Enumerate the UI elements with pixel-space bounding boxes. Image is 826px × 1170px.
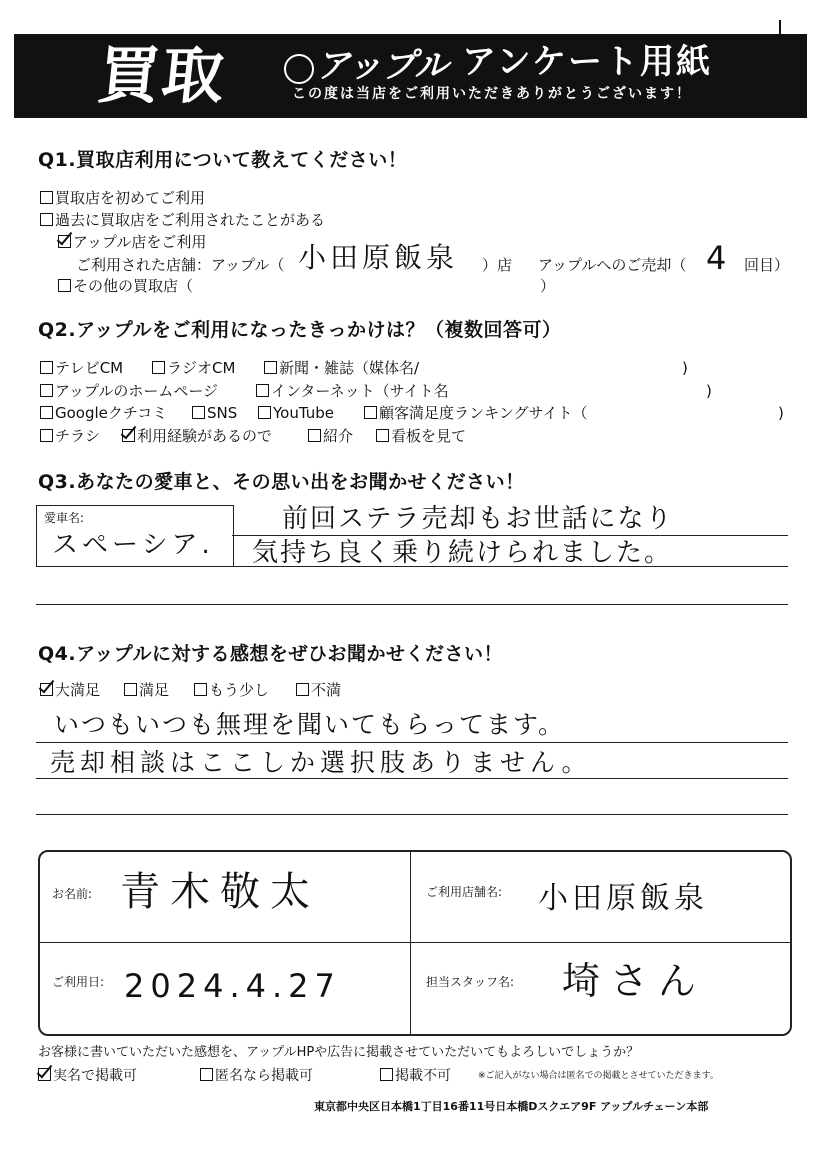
- checkbox-icon[interactable]: [40, 191, 53, 204]
- checkbox-icon[interactable]: [264, 361, 277, 374]
- q2-row1-close: ): [682, 359, 688, 377]
- q1-count-suffix: 回目）: [744, 256, 790, 274]
- checkbox-icon[interactable]: [192, 406, 205, 419]
- q3-memory-line2[interactable]: 気持ち良く乗り続けられました。: [252, 538, 673, 568]
- q1-store-handwritten[interactable]: 小田原飯泉: [298, 241, 459, 274]
- corner-tick: [779, 20, 781, 34]
- q4-line-2: [36, 778, 788, 779]
- q2-option-radio[interactable]: ラジオCM: [152, 358, 235, 378]
- header-banner: [14, 34, 807, 118]
- q2-option-sns[interactable]: SNS: [192, 403, 237, 423]
- footer-address: 東京都中央区日本橋1丁目16番11号日本橋Dスクエア9F アップルチェーン本部: [314, 1100, 709, 1113]
- consent-note: ※ご記入がない場合は匿名での掲載とさせていただきます。: [478, 1071, 719, 1081]
- store-handwritten[interactable]: 小田原飯泉: [538, 881, 708, 916]
- consent-option-anonymous[interactable]: 匿名なら掲載可: [200, 1066, 313, 1086]
- checkbox-icon[interactable]: [256, 384, 269, 397]
- consent-option-no[interactable]: 掲載不可: [380, 1066, 451, 1086]
- date-handwritten[interactable]: 2024.4.27: [124, 967, 341, 1005]
- info-divider-horizontal: [38, 942, 790, 943]
- checkbox-icon[interactable]: [152, 361, 165, 374]
- checkbox-checked-icon[interactable]: [38, 1068, 51, 1081]
- checkbox-checked-icon[interactable]: [122, 429, 135, 442]
- q4-option-very-satisfied[interactable]: 大満足: [40, 680, 100, 700]
- checkbox-icon[interactable]: [258, 406, 271, 419]
- header-kaitori: 買取: [94, 39, 230, 112]
- q4-option-dissatisfied[interactable]: 不満: [296, 680, 341, 700]
- q2-question: Q2.アップルをご利用になったきっかけは？（複数回答可）: [38, 319, 562, 341]
- q2-option-experience[interactable]: 利用経験があるので: [122, 426, 272, 446]
- car-name-label: 愛車名:: [44, 511, 85, 525]
- checkbox-icon[interactable]: [194, 683, 207, 696]
- q2-option-internet[interactable]: インターネット（サイト名: [256, 381, 449, 401]
- q1-count-prefix: アップルへのご売却（: [538, 256, 687, 274]
- checkbox-icon[interactable]: [40, 406, 53, 419]
- checkbox-icon[interactable]: [296, 683, 309, 696]
- header-brand: アップル: [316, 46, 449, 86]
- store-label: ご利用店舗名:: [426, 885, 503, 899]
- q4-comment-line2[interactable]: 売却相談はここしか選択肢ありません。: [50, 748, 592, 777]
- brand-logo-icon: [284, 54, 314, 84]
- checkbox-checked-icon[interactable]: [40, 683, 53, 696]
- q3-memory-line1[interactable]: 前回ステラ売却もお世話になり: [282, 504, 674, 534]
- q2-option-google[interactable]: Googleクチコミ: [40, 403, 167, 423]
- checkbox-icon[interactable]: [40, 213, 53, 226]
- q1-option-past-use[interactable]: 過去に買取店をご利用されたことがある: [40, 210, 325, 230]
- q1-option-first-time[interactable]: 買取店を初めてご利用: [40, 188, 205, 208]
- q4-question: Q4.アップルに対する感想をぜひお聞かせください！: [38, 643, 504, 665]
- q2-option-newspaper[interactable]: 新聞・雑誌（媒体名/: [264, 358, 419, 378]
- q4-line-1: [36, 742, 788, 743]
- name-handwritten[interactable]: 青木敬太: [120, 869, 320, 915]
- q1-question: Q1.買取店利用について教えてください！: [38, 149, 408, 171]
- q2-option-homepage[interactable]: アップルのホームページ: [40, 381, 218, 401]
- q2-row2-close: ): [706, 382, 712, 400]
- consent-option-real-name[interactable]: 実名で掲載可: [38, 1066, 137, 1086]
- q2-option-referral[interactable]: 紹介: [308, 426, 353, 446]
- q2-option-youtube[interactable]: YouTube: [258, 403, 334, 423]
- q4-comment-line1[interactable]: いつもいつも無理を聞いてもらってます。: [54, 710, 566, 739]
- q1-store-suffix: ）店: [482, 256, 513, 274]
- checkbox-icon[interactable]: [58, 279, 71, 292]
- q1-other-close: ）: [540, 277, 556, 295]
- car-name-handwritten[interactable]: スペーシア.: [52, 530, 214, 560]
- q4-line-3: [36, 814, 788, 815]
- checkbox-icon[interactable]: [364, 406, 377, 419]
- header-title: アンケート用紙: [462, 42, 712, 82]
- q2-option-tv[interactable]: テレビCM: [40, 358, 123, 378]
- staff-label: 担当スタッフ名:: [426, 975, 515, 989]
- checkbox-icon[interactable]: [40, 429, 53, 442]
- date-label: ご利用日:: [52, 975, 105, 989]
- q3-line-3: [36, 604, 788, 605]
- q4-option-satisfied[interactable]: 満足: [124, 680, 169, 700]
- checkbox-icon[interactable]: [124, 683, 137, 696]
- checkbox-icon[interactable]: [376, 429, 389, 442]
- q1-option-apple[interactable]: アップル店をご利用: [58, 232, 206, 252]
- q1-count-handwritten[interactable]: 4: [706, 239, 731, 277]
- q4-option-so-so[interactable]: もう少し: [194, 680, 269, 700]
- staff-handwritten[interactable]: 埼さん: [562, 959, 707, 1003]
- q3-question: Q3.あなたの愛車と、その思い出をお聞かせください！: [38, 471, 525, 493]
- checkbox-icon[interactable]: [40, 384, 53, 397]
- checkbox-icon[interactable]: [380, 1068, 393, 1081]
- consent-question: お客様に書いていただいた感想を、アップルHPや広告に掲載させていただいてもよろしいでしょうか？: [38, 1045, 640, 1060]
- q2-row3-close: ): [778, 404, 784, 422]
- q1-option-other[interactable]: その他の買取店（: [58, 276, 193, 296]
- checkbox-checked-icon[interactable]: [58, 235, 71, 248]
- q3-line-1: [232, 535, 788, 536]
- q2-option-flyer[interactable]: チラシ: [40, 426, 100, 446]
- name-label: お名前:: [52, 887, 93, 901]
- checkbox-icon[interactable]: [308, 429, 321, 442]
- checkbox-icon[interactable]: [200, 1068, 213, 1081]
- header-subtitle: この度は当店をご利用いただきありがとうございます！: [292, 86, 692, 102]
- q1-store-prefix: ご利用された店舗：アップル（: [76, 256, 285, 274]
- q2-option-signboard[interactable]: 看板を見て: [376, 426, 466, 446]
- checkbox-icon[interactable]: [40, 361, 53, 374]
- q2-option-ranking[interactable]: 顧客満足度ランキングサイト（: [364, 403, 588, 423]
